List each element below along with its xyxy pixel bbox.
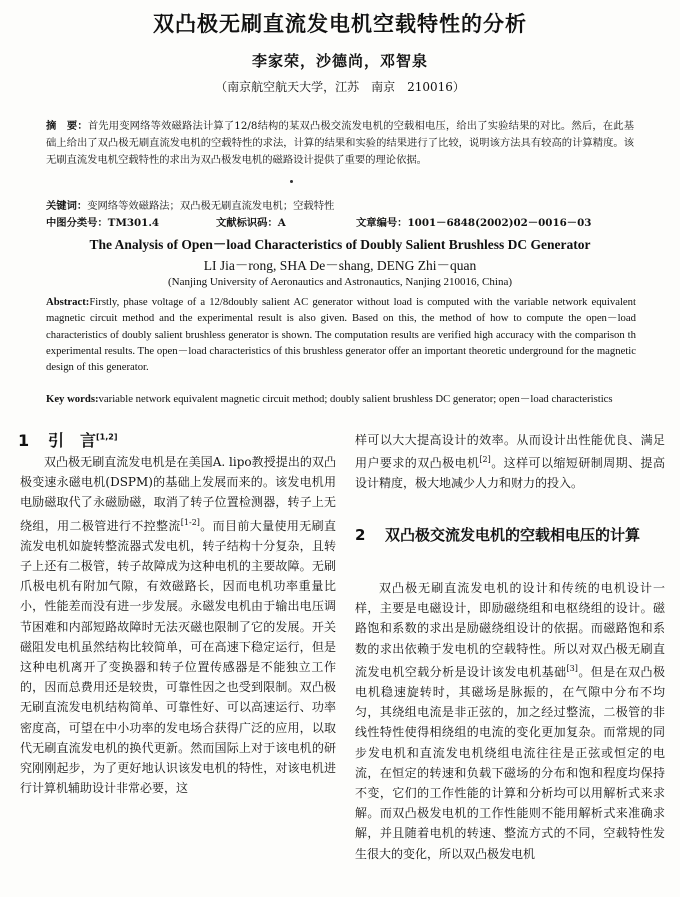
section-1-text-b: 。而目前大量使用无刷直流发电机如旋转整流器式发电机，转子结构十分复杂，且转子上还有二极管，转子故障成为这种电机的主要故障。无刷爪极电机有附加气隙，有效磁路长，因而电机功率重量比小，性能差而没有进一步发展。永磁发电机由于输出电压调节困难和内部短路故障时无法灭磁也限制了它的发展。开关磁阻发电机虽然结构比较简单，可在高速下稳定运行，但是这种电机离开了变换器和转子位置传感器是不能独立工作的，因而总费用还是较贵，可靠性因之也受到限制。双凸极无刷直流发电机结构简单、可靠性好、可以高速运行、功率密度高，可望在中小功率的发电场合获得广泛的应用，以取代无刷直流发电机的换代更新。然而国际上对于该电机的研究刚刚起步，为了更好地认识该发电机的特性，对该电机进行计算机辅助设计非常必要，这 [20, 518, 336, 796]
english-abstract-label: Abstract: [46, 296, 90, 308]
right-column-continuation [355, 430, 665, 494]
section-2-text-a: 双凸极无刷直流发电机的设计和传统的电机设计一样，主要是电磁设计，即励磁绕组和电枢绕组的设计。磁路饱和系数的求出是励磁绕组设计的依据。而磁路饱和系数的求出依赖于发电机的空载特性。所以对双凸极无刷直流发电机空载分析是设计该发电机基础 [355, 581, 665, 679]
citation-2: [2] [479, 455, 491, 465]
english-keywords-label: Key words: [46, 393, 99, 405]
paper-authors: 李家荣，沙德尚，邓智泉 [251, 52, 428, 70]
english-abstract-text: Firstly, phase voltage of a 12/8doubly salient AC generator without load is computed with the variable network equivalent magnetic circuit method and the experimental result is also given. Based on this, the method of how to compute the open－load characteristics of doubly salient brushless generator is shown. The computation results are verified high accuracy with the comparison th experimental results. The open－load characteristics of this brushless generator offer an important theoretic underground for the magnetic design of this generator. [46, 296, 636, 374]
classification-line [46, 214, 646, 229]
section-1-text-a: 双凸极无刷直流发电机是在美国A. lipo教授提出的双凸极变速永磁电机(DSPM)的基础上发展而来的。该发电机用电励磁取代了永磁励磁，取消了转子位置检测器，转子上无绕组，用二极管进行不控整流 [20, 455, 336, 533]
english-authors: LI Jia－rong, SHA De－shang, DENG Zhi－quan [203, 258, 477, 273]
citation-1-2: [1-2] [180, 517, 200, 527]
english-affiliation: (Nanjing University of Aeronautics and Astronautics, Nanjing 210016, China) [168, 276, 512, 288]
section-1-end-text: 。这样可以缩短研制周期、提高设计精度，极大地减少人力和财力的投入。 [355, 456, 665, 491]
section-2-text-b: 。但是在双凸极电机稳速旋转时，其磁场是脉振的，在气隙中分布不均匀，其绕组电流是非正弦的，加之经过整流，二极管的非线性特性使得相绕组的电流的变化更加复杂。而常规的同步发电机和直流发电机绕组电流往往是正弦或恒定的电流，在恒定的转速和负载下磁场的分布和饱和程度均保持不变，它们的工作性能的计算和分析均可以用解析式来求解。而双凸极发电机的工作性能则不能用解析式来准确求解，并且随着电机的转速、整流方式的不同，空载特性发生很大的变化，所以双凸极发电机 [355, 664, 665, 861]
english-abstract [46, 294, 636, 375]
english-title: The Analysis of Open－load Characteristics of Doubly Salient Brushless DC Generator [89, 237, 591, 252]
paper-affiliation: （南京航空航天大学，江苏 南京 210016） [215, 80, 465, 94]
clc-number: 中图分类号：TM301.4 [46, 217, 160, 229]
english-keywords-text: variable network equivalent magnetic circuit method; doubly salient brushless DC generator; open－load characteristics [98, 393, 613, 405]
chinese-abstract-text: 首先用变网络等效磁路法计算了12/8结构的某双凸极交流发电机的空载相电压，给出了实验结果的对比。然后，在此基础上给出了双凸极无刷直流发电机的空载特性的求法，计算的结果和实验的结果进行了比较，说明该方法具有较高的计算精度。该无刷直流发电机空载特性的求出为双凸极发电机的磁路设计提供了重要的理论依据。 [46, 120, 634, 166]
chinese-abstract [46, 118, 634, 169]
left-column-body [20, 452, 336, 798]
section-2-number: 2 [355, 526, 366, 544]
english-keywords [46, 391, 636, 407]
chinese-abstract-label: 摘 要： [46, 120, 88, 132]
section-1-continuation [355, 430, 665, 494]
section-1-title: 引 言 [48, 431, 97, 450]
section-1-cont-text: 样可以大大提高设计的效率。从而设计出性能优良、满足用户要求的双凸极电机 [355, 433, 665, 471]
section-1-paragraph [20, 452, 336, 798]
section-1-citation: [1,2] [96, 432, 118, 442]
section-2-paragraph [355, 578, 665, 864]
chinese-keywords-text: 变网络等效磁路法；双凸极无刷直流发电机；空载特性 [87, 200, 335, 212]
article-number: 文章编号：1001－6848(2002)02－0016－03 [356, 217, 592, 229]
document-code: 文献标识码：A [216, 217, 286, 229]
citation-3: [3] [566, 663, 578, 673]
chinese-keywords-label: 关键词： [46, 200, 88, 212]
chinese-keywords [46, 197, 646, 212]
section-2-heading [355, 520, 667, 550]
section-1-number: 1 [18, 431, 30, 450]
stray-mark [290, 180, 293, 183]
right-column-body [355, 578, 665, 864]
paper-title: 双凸极无刷直流发电机空载特性的分析 [153, 12, 527, 36]
section-1-heading [18, 428, 118, 451]
section-2-title: 双凸极交流发电机的空载相电压的计算 [385, 526, 641, 544]
